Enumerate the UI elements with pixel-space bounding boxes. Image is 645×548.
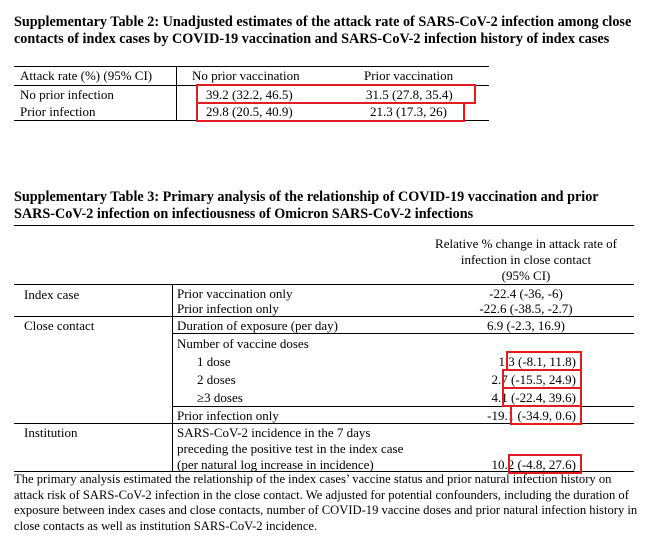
highlight-box <box>196 102 465 122</box>
table2-row-label: Prior infection <box>20 104 96 119</box>
table3-value: -22.4 (-36, -6) <box>489 286 563 301</box>
table2-header-prior-vaccination: Prior vaccination <box>364 68 454 83</box>
highlight-box <box>502 369 582 389</box>
table3-column-divider <box>172 284 173 471</box>
table2-cell: 39.2 (32.2, 46.5) <box>206 87 293 102</box>
table3-row-label: 2 doses <box>197 372 236 387</box>
table2-header-corner: Attack rate (%) (95% CI) <box>20 68 153 83</box>
table3-row-label: ≥3 doses <box>197 390 243 405</box>
table3-value: 6.9 (-2.3, 16.9) <box>487 318 565 333</box>
table2-title: Supplementary Table 2: Unadjusted estimates of the attack rate of SARS-CoV-2 infection among close contacts of index cases by COVID-19 vaccination and SARS-CoV-2 infection history of index cases <box>14 14 632 47</box>
table3-col-header-line3: (95% CI) <box>501 268 551 283</box>
table2-column-divider <box>176 66 177 120</box>
table3-value: -22.6 (-38.5, -2.7) <box>479 301 573 316</box>
table2-top-rule <box>14 66 489 67</box>
highlight-box <box>196 84 476 104</box>
table2-cell: 29.8 (20.5, 40.9) <box>206 104 293 119</box>
highlight-box <box>508 454 582 474</box>
table3-top-rule <box>14 225 634 226</box>
table3-group-label: Institution <box>24 425 78 440</box>
table3-row-label: 1 dose <box>197 354 231 369</box>
table3-row-label: (per natural log increase in incidence) <box>177 457 374 472</box>
table3-row-label: Prior vaccination only <box>177 286 293 301</box>
table3-value: 4.1 (-22.4, 39.6) <box>491 390 576 405</box>
table3-title: Supplementary Table 3: Primary analysis of the relationship of COVID-19 vaccination and prior SARS-CoV-2 infection on infectiousness of Omicron SARS-CoV-2 infections <box>14 189 599 222</box>
table3-row-label: preceding the positive test in the index case <box>177 441 404 456</box>
table3-group-label: Index case <box>24 287 80 302</box>
table3-row-label: Prior infection only <box>177 301 279 316</box>
table3-row-label: Number of vaccine doses <box>177 336 309 351</box>
highlight-box <box>510 405 582 425</box>
table3-col-header-line2: infection in close contact <box>460 252 592 267</box>
table2-cell: 21.3 (17.3, 26) <box>370 104 447 119</box>
table2-header-no-vaccination: No prior vaccination <box>192 68 300 83</box>
table3-row-label: Duration of exposure (per day) <box>177 318 338 333</box>
table3-col-header-line1: Relative % change in attack rate of <box>435 236 617 251</box>
table3-group-label: Close contact <box>24 318 95 333</box>
table3-footnote: The primary analysis estimated the relationship of the index cases’ vaccine status and prior natural infection history on attack risk of SARS-CoV-2 infection in the close contact. We adjusted for potential confounders, including the duration of exposure between index cases and close contacts, number of COVID-19 vaccine doses and prior natural infection history in close contacts as well as institution SARS-CoV-2 incidence. <box>14 472 638 533</box>
table3-row-label: SARS-CoV-2 incidence in the 7 days <box>177 425 371 440</box>
table2-cell: 31.5 (27.8, 35.4) <box>366 87 453 102</box>
table3-value: -19.1 (-34.9, 0.6) <box>487 408 576 423</box>
table3-header-rule <box>14 284 634 285</box>
table3-row-label: Prior infection only <box>177 408 279 423</box>
table3-value: 10.2 (-4.8, 27.6) <box>491 457 576 472</box>
highlight-box <box>502 387 582 407</box>
table2-row-label: No prior infection <box>20 87 114 102</box>
highlight-box <box>506 351 582 371</box>
table3-value: 1.3 (-8.1, 11.8) <box>498 354 576 369</box>
table3-value: 2.7 (-15.5, 24.9) <box>491 372 576 387</box>
